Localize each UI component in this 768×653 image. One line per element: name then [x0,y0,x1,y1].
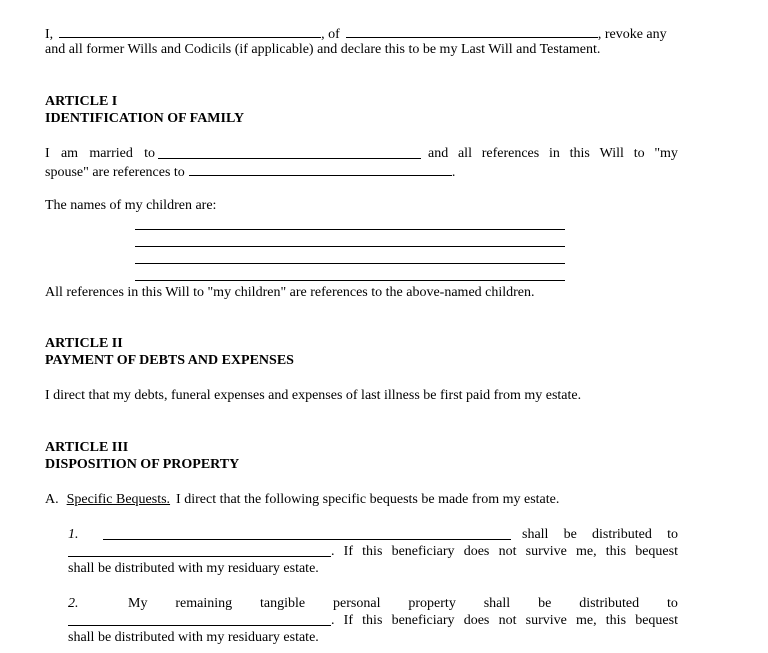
child-name-field-1[interactable] [135,229,565,230]
bequest-1-survive: . If this beneficiary does not survive me, this bequest [331,544,678,559]
bequest-1-item-field[interactable] [103,539,511,540]
testator-residence-field[interactable] [346,24,598,38]
section-a: A. Specific Bequests. I direct that the following specific bequests be made from my estate. [45,492,560,507]
bequest-2-words: My remaining tangible personal property shall be distributed to [128,596,678,611]
spouse-line: spouse" are references to . [45,162,455,181]
article-2-title: PAYMENT OF DEBTS AND EXPENSES [45,353,294,368]
child-name-field-4[interactable] [135,280,565,281]
bequest-1-number: 1. [68,527,79,542]
intro-of: , of [321,27,340,42]
bequest-1-beneficiary-field[interactable] [68,556,331,557]
bequest-2-residuary: shall be distributed with my residuary estate. [68,630,319,645]
bequest-2-beneficiary-field[interactable] [68,625,331,626]
article-3-title: DISPOSITION OF PROPERTY [45,457,240,472]
intro-revoke: , revoke any [597,27,667,42]
article-3-heading: ARTICLE III [45,440,129,455]
article-2-heading: ARTICLE II [45,336,123,351]
specific-bequests-label: Specific Bequests. [66,492,171,507]
bequest-1-residuary: shall be distributed with my residuary estate. [68,561,319,576]
article-1-title: IDENTIFICATION OF FAMILY [45,111,245,126]
article-2-text: I direct that my debts, funeral expenses and expenses of last illness be first paid from my estate. [45,388,582,403]
children-note: All references in this Will to "my children" are references to the above-named children. [45,285,535,300]
bequest-2-number: 2. [68,596,79,611]
married-words: I am married to [45,146,155,161]
child-name-field-2[interactable] [135,246,565,247]
married-tail-words: and all references in this Will to "my [428,146,678,161]
intro-line-2: and all former Wills and Codicils (if applicable) and declare this to be my Last Will and Testament. [45,42,601,57]
article-1-heading: ARTICLE I [45,94,118,109]
intro-prefix: I, [45,27,54,42]
children-label: The names of my children are: [45,198,217,213]
testator-name-field[interactable] [59,24,321,38]
spouse-name-field[interactable] [158,158,421,159]
bequest-1-tail: shall be distributed to [522,527,678,542]
child-name-field-3[interactable] [135,263,565,264]
spouse-alias-field[interactable] [189,162,452,176]
bequest-2-survive: . If this beneficiary does not survive me, this bequest [331,613,678,628]
